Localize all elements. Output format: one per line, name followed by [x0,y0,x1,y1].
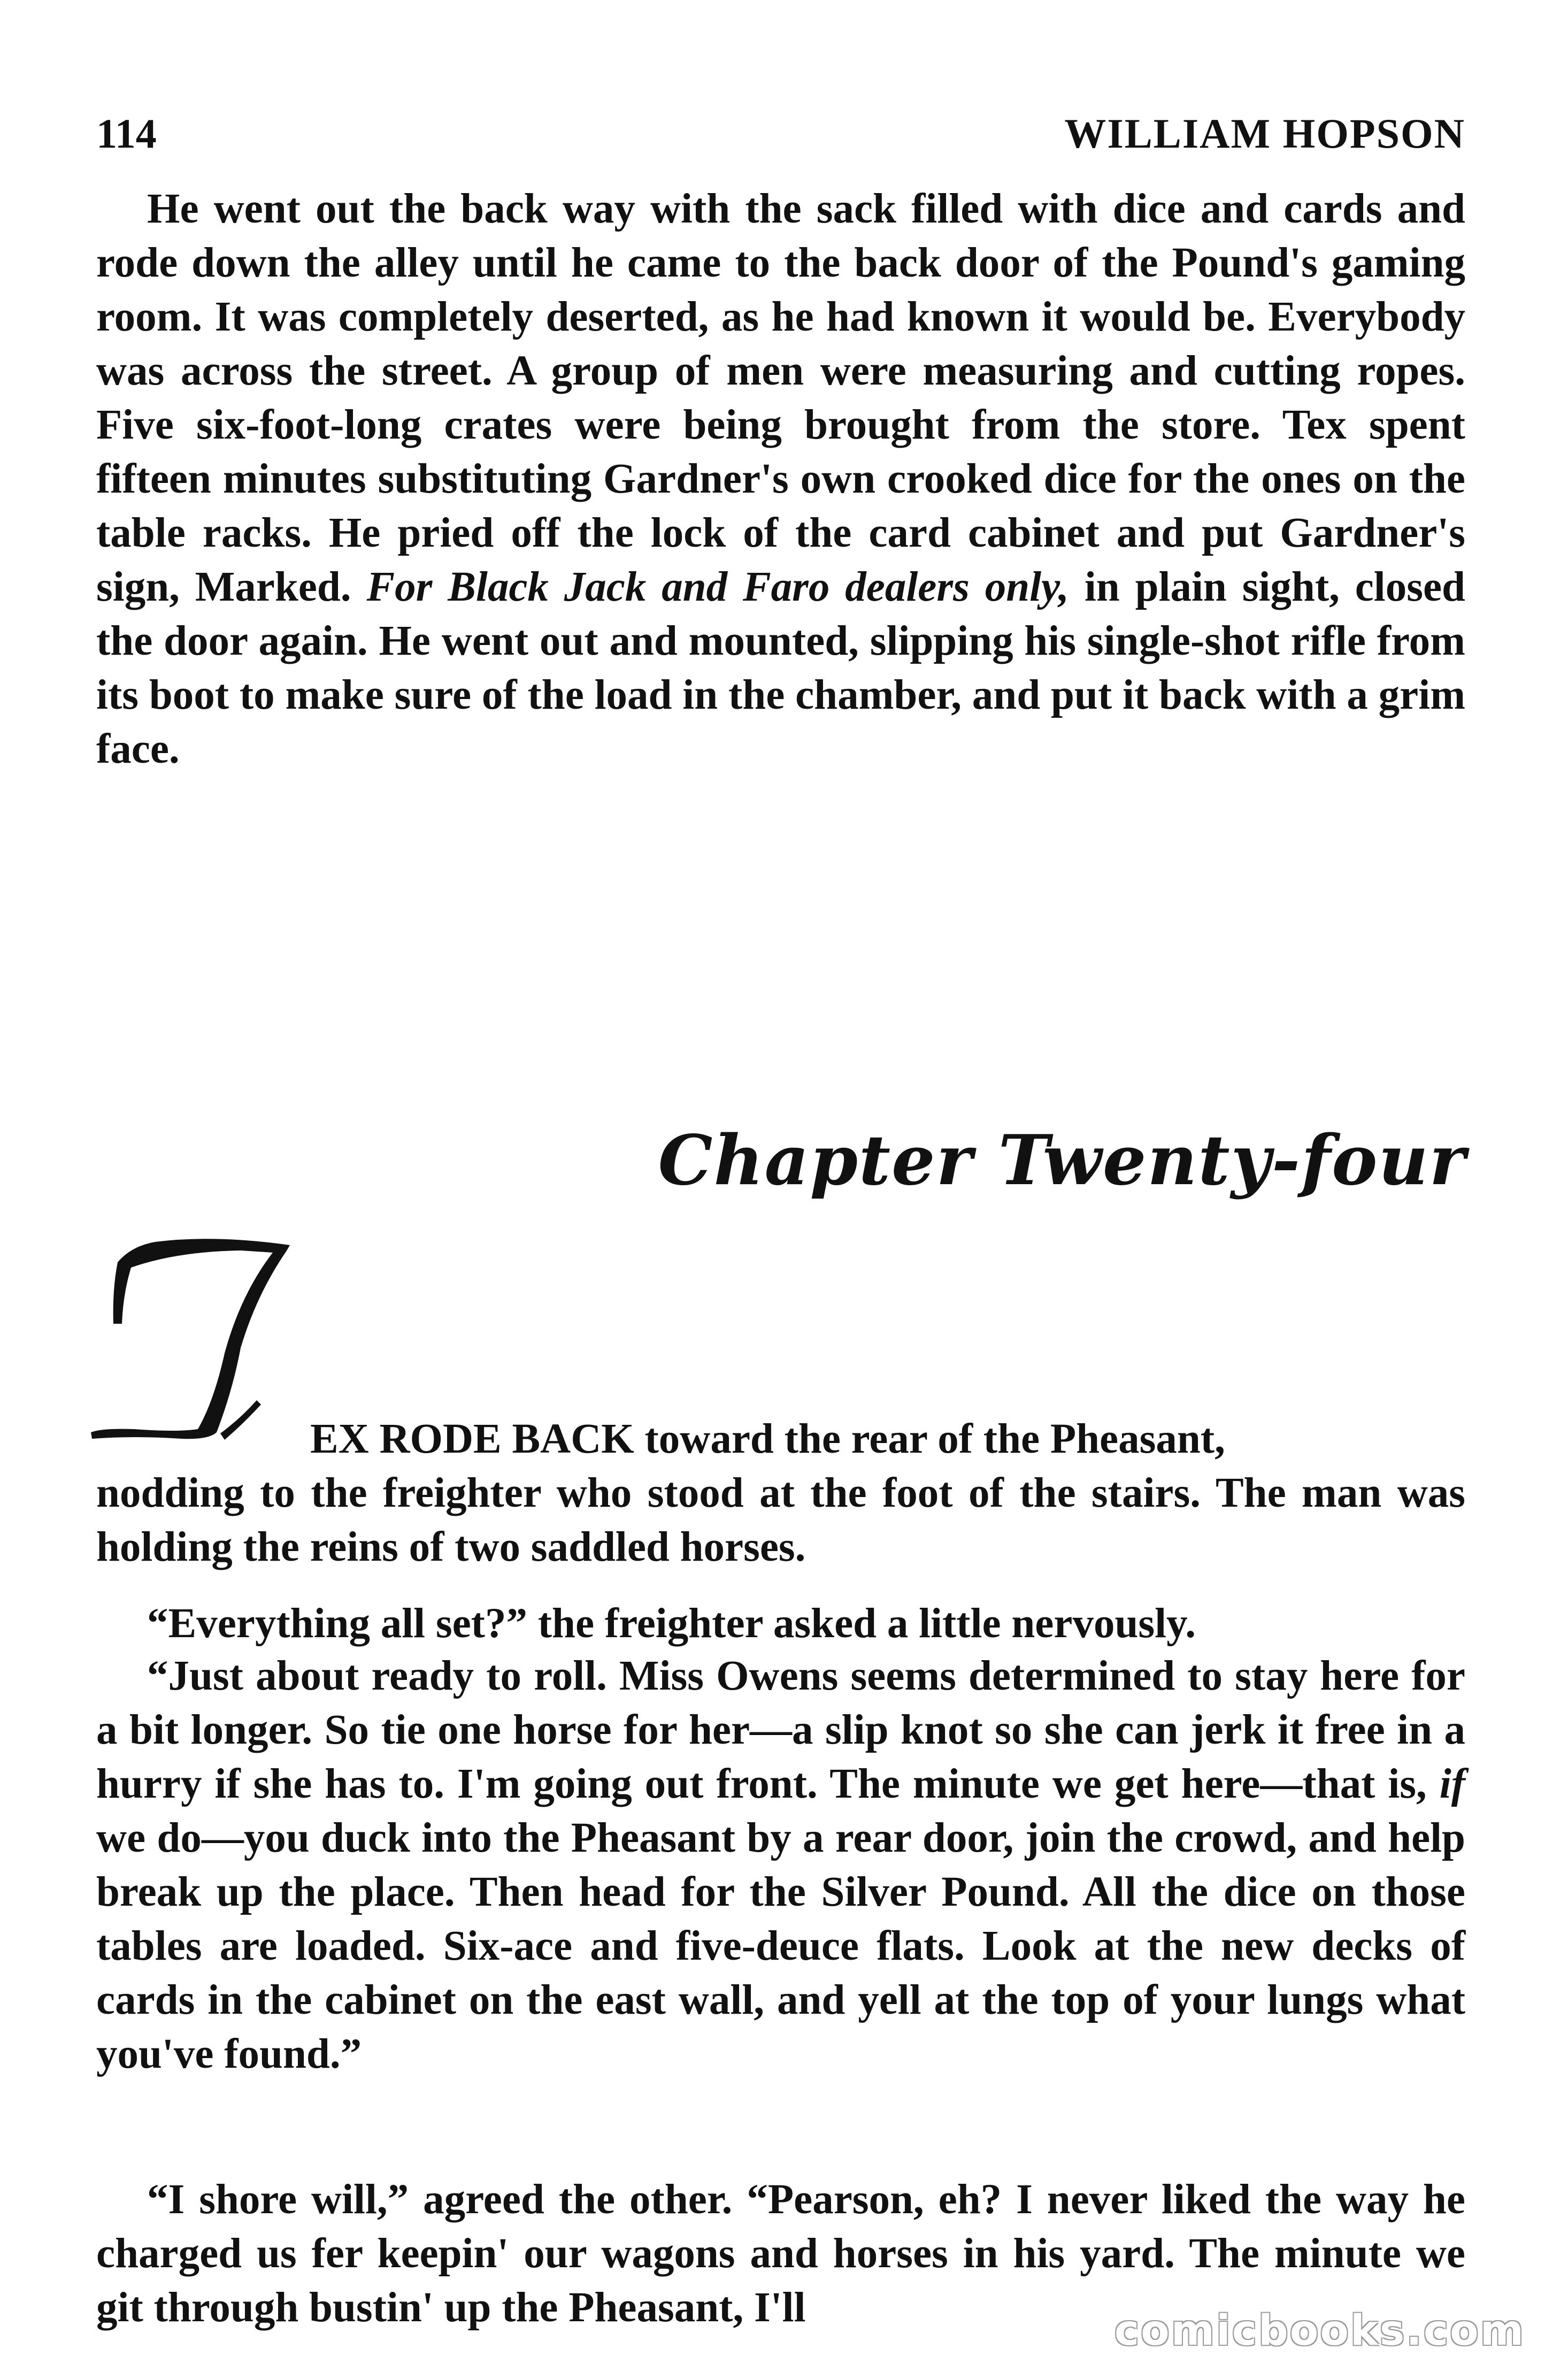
paragraph-4-text-b: we do—you duck into the Pheasant by a rear door, join the crowd, and help break up the place. Then head for the Silver Pound. All the dice on those tables are loaded. Six-ace and five-deuce flats. Look at the new decks of cards in the cabinet on the east wall, and yell at the top of your lungs what you've found.” [96,1815,1465,2077]
paragraph-4-text-a: “Just about ready to roll. Miss Owens seems determined to stay here for a bit longer. So tie one horse for her—a slip knot so she can jerk it free in a hurry if she has to. I'm going out front. The minute we get here—that is, [96,1653,1465,1807]
paragraph-2-lead: EX RODE BACK toward the rear of the Pheasant, [310,1416,1225,1462]
running-header [96,102,1465,166]
paragraph-1-text-a: He went out the back way with the sack filled with dice and cards and rode down the alley until he came to the back door of the Pound's gaming room. It was completely deserted, as he had known it would be. Everybody was across the street. A group of men were measuring and cutting ropes. Five six-foot-long crates were being brought from the store. Tex spent fifteen minutes substituting Gardner's own crooked dice for the ones on the table racks. He pried off the lock of the card cabinet and put Gardner's sign, Marked. [96,186,1465,610]
paragraph-2-text: nodding to the freighter who stood at the foot of the stairs. The man was holding the reins of two saddled horses. [96,1470,1465,1570]
paragraph-4 [96,1649,1465,2081]
watermark: comicbooks.com [1114,2307,1525,2355]
paragraph-5: “I shore will,” agreed the other. “Pearson, eh? I never liked the way he charged us fer keepin' our wagons and horses in his yard. The minute we git through bustin' up the Pheasant, I'll [96,2176,1465,2331]
chapter-heading: Chapter Twenty-four [658,1121,1466,1201]
running-title: WILLIAM HOPSON [1064,110,1465,157]
paragraph-1 [96,182,1465,776]
paragraph-3: “Everything all set?” the freighter asked a little nervously. [147,1600,1196,1647]
paragraph-4-italic: if [1439,1761,1466,1807]
paragraph-2 [96,1412,1465,1574]
page-number: 114 [96,110,157,157]
paragraph-1-italic: For Black Jack and Faro dealers only, [366,564,1069,610]
paragraph-1-text-b: in plain sight, closed the door again. He went out and mounted, slipping his single-shot rifle from its boot to make sure of the load in the chamber, and put it back with a grim face. [96,564,1465,772]
